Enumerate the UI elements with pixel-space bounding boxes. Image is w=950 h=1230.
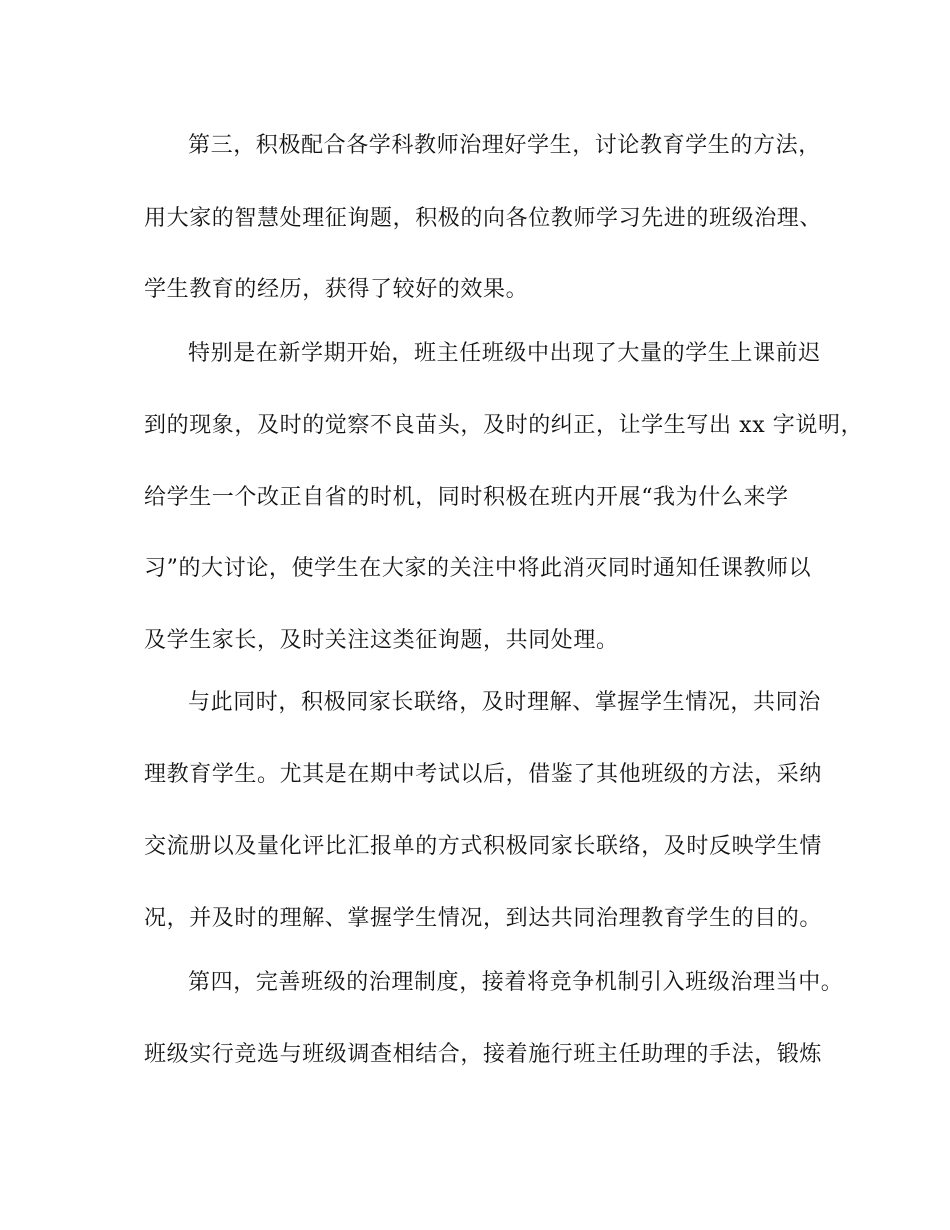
paragraph-line: 第四，完善班级的治理制度，接着将竞争机制引入班级治理当中。: [188, 970, 844, 995]
paragraph-line: 习”的大讨论，使学生在大家的关注中将此消灭同时通知任课教师以: [144, 556, 812, 581]
paragraph-line: 况，并及时的理解、掌握学生情况，到达共同治理教育学生的目的。: [144, 906, 823, 931]
paragraph-line: 特别是在新学期开始，班主任班级中出现了大量的学生上课前迟: [188, 341, 821, 366]
paragraph-line: 与此同时，积极同家长联络，及时理解、掌握学生情况，共同治: [188, 690, 821, 715]
paragraph-line: 到的现象，及时的觉察不良苗头，及时的纠正，让学生写出 xx 字说明，: [144, 413, 864, 438]
paragraph-line: 班级实行竞选与班级调查相结合，接着施行班主任助理的手法，锻炼: [144, 1042, 823, 1067]
paragraph-line: 及学生家长，及时关注这类征询题，共同处理。: [144, 628, 619, 653]
paragraph-line: 用大家的智慧处理征询题，积极的向各位教师学习先进的班级治理、: [144, 206, 823, 231]
paragraph-line: 理教育学生。尤其是在期中考试以后，借鉴了其他班级的方法，采纳: [144, 762, 823, 787]
paragraph-line: 学生教育的经历，获得了较好的效果。: [144, 277, 529, 302]
paragraph-line: 第三，积极配合各学科教师治理好学生，讨论教育学生的方法，: [188, 133, 821, 158]
paragraph-line: 给学生一个改正自省的时机，同时积极在班内开展“我为什么来学: [144, 485, 789, 510]
paragraph-line: 交流册以及量化评比汇报单的方式积极同家长联络，及时反映学生情: [144, 834, 823, 859]
